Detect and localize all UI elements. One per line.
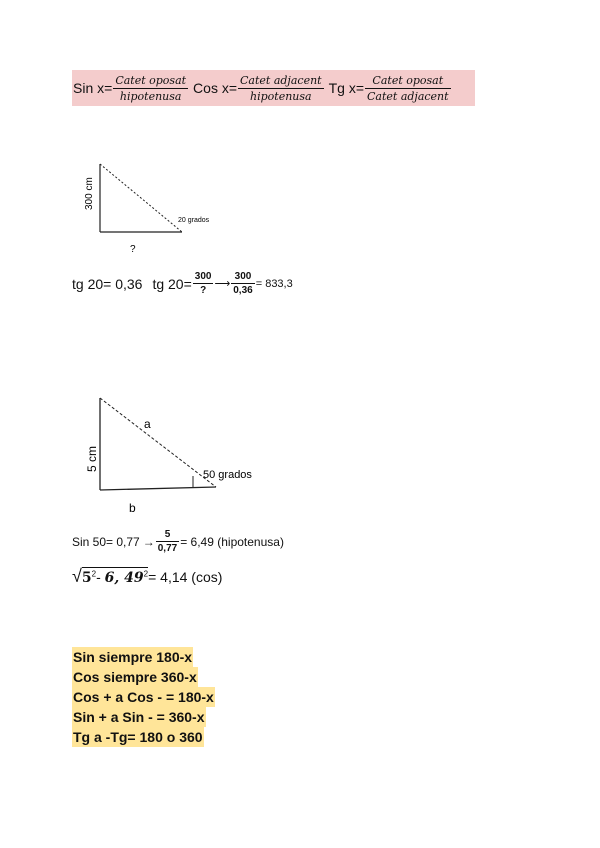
calc1-frac1-num: 300: [194, 271, 212, 282]
cos-numerator: Catet adjacent: [240, 73, 322, 87]
triangle1-angle-label: 20 grados: [178, 217, 210, 224]
triangle2-hypotenuse: [100, 398, 216, 487]
triangle1-side-label: 300 cm: [84, 177, 95, 210]
triangle2-side-label: 5 cm: [85, 445, 99, 472]
calc2-arrow: →: [142, 534, 155, 549]
tg-label: Tg x=: [328, 80, 364, 96]
trig-formulas: [72, 70, 475, 106]
calc1-frac1-den: ?: [200, 285, 207, 296]
calc3-result: = 4,14 (cos): [148, 568, 223, 585]
sin-denominator: hipotenusa: [119, 89, 182, 103]
cos-label: Cos x=: [193, 80, 238, 96]
calc2-frac-den: 0,77: [157, 543, 178, 554]
calc1-part2: tg 20=: [152, 275, 192, 292]
rule-item: Sin siempre 180-x: [73, 649, 193, 665]
triangle2-base: [100, 487, 216, 490]
sin-label: Sin x=: [73, 80, 113, 96]
sqrt-icon: √: [72, 566, 82, 586]
triangle2-base-label: b: [129, 501, 136, 515]
calc2-frac-num: 5: [156, 528, 179, 542]
calc1-arrow: ⟶: [214, 278, 231, 290]
calc2-fraction: [156, 528, 179, 555]
triangle2-angle-label: 50 grados: [203, 469, 252, 481]
calc1-fraction-2: [231, 270, 254, 297]
cos-denominator: hipotenusa: [250, 89, 312, 103]
rule-item: Sin + a Sin - = 360-x: [73, 709, 205, 725]
triangle-diagram-2: [78, 390, 278, 520]
sin-fraction: [113, 73, 188, 104]
rule-item: Tg a -Tg= 180 o 360: [73, 729, 203, 745]
rule-item: Cos + a Cos - = 180-x: [73, 689, 214, 705]
calc3-exp1: 2: [91, 569, 97, 579]
calc1-frac2-num: 300: [231, 270, 254, 284]
triangle2-hyp-label: a: [144, 417, 151, 431]
calc3-exp2: 2: [143, 569, 149, 579]
tg-denominator: Catet adjacent: [367, 89, 449, 103]
triangle-diagram-1: [78, 158, 238, 258]
calc-line-1: [72, 270, 293, 297]
tg-numerator: Catet oposat: [365, 73, 451, 89]
triangle1-base-label: ?: [130, 244, 136, 255]
calc3-minus: -: [96, 569, 105, 585]
calc-line-3: [72, 566, 222, 587]
calc3-base2: 6, 49: [104, 570, 144, 586]
sin-numerator: Catet oposat: [115, 73, 187, 87]
cos-fraction: [238, 73, 324, 104]
calc2-result: = 6,49 (hipotenusa): [180, 534, 284, 549]
rule-item: Cos siempre 360-x: [73, 669, 197, 685]
calc1-result: = 833,3: [255, 277, 293, 290]
calc1-fraction-1: [193, 270, 214, 297]
tg-fraction: [365, 73, 451, 104]
calc1-frac2-den: 0,36: [233, 285, 253, 296]
calc2-part1: Sin 50= 0,77: [72, 534, 140, 549]
sqrt-radicand: [82, 567, 148, 586]
calc-line-2: [72, 528, 284, 555]
rules-list: [72, 647, 215, 747]
triangle1-hypotenuse: [100, 164, 182, 232]
calc1-part1: tg 20= 0,36: [72, 275, 143, 292]
calc3-base1: 5: [81, 570, 92, 586]
